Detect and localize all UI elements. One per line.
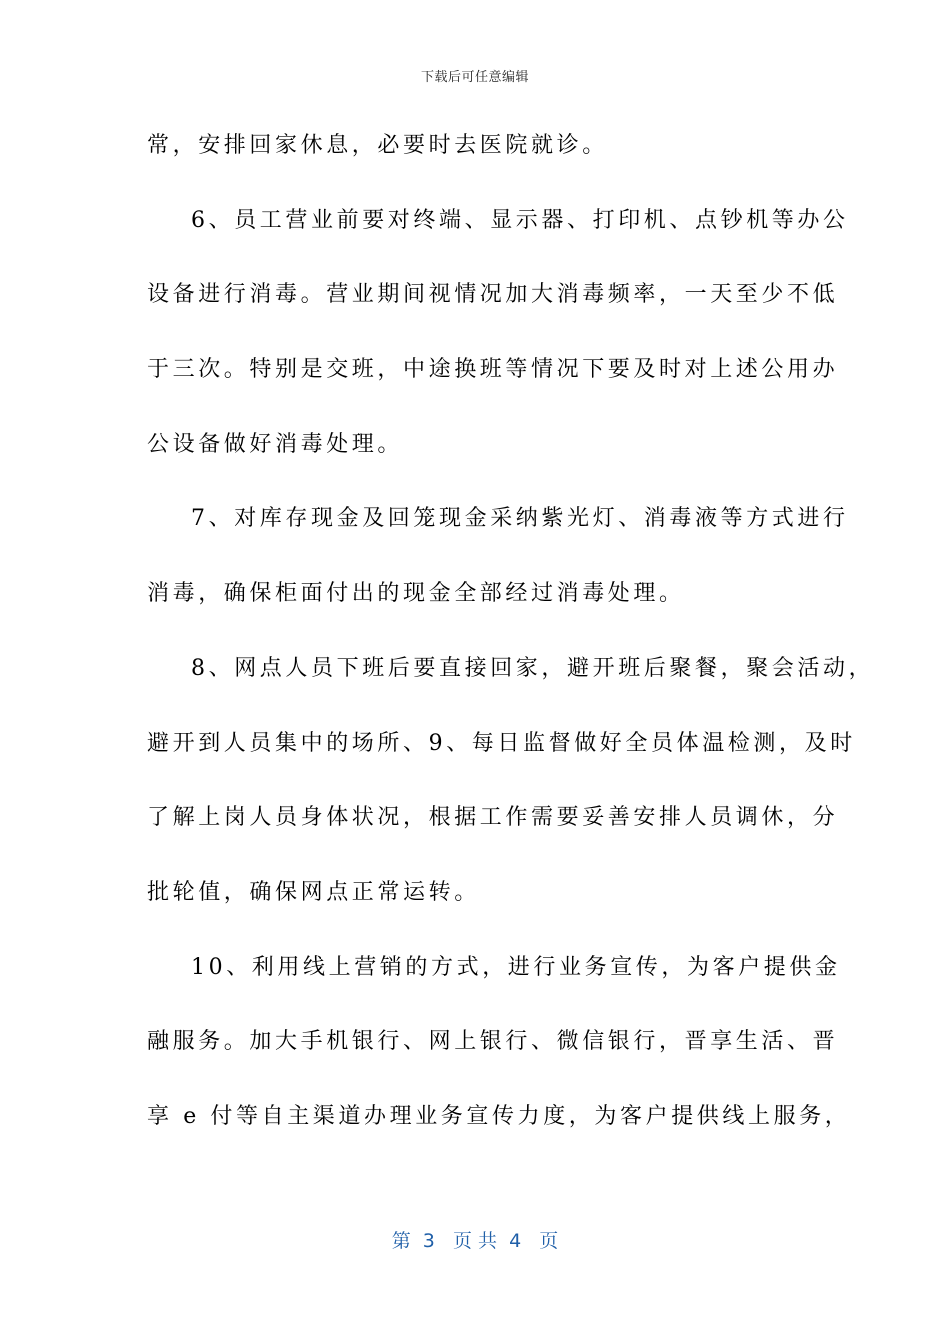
paragraph-line: 8、网点人员下班后要直接回家，避开班后聚餐，聚会活动， — [191, 655, 875, 681]
paragraph-line: 6、员工营业前要对终端、显示器、打印机、点钞机等办公 — [191, 207, 849, 233]
paragraph-line: 避开到人员集中的场所、9、每日监督做好全员体温检测，及时 — [147, 730, 856, 756]
paragraph-line: 10、利用线上营销的方式，进行业务宣传，为客户提供金 — [191, 954, 841, 980]
paragraph-line: 7、对库存现金及回笼现金采纳紫光灯、消毒液等方式进行 — [191, 506, 849, 532]
paragraph-line: 消毒，确保柜面付出的现金全部经过消毒处理。 — [147, 581, 685, 607]
paragraph-line: 于三次。特别是交班，中途换班等情况下要及时对上述公用办 — [147, 357, 839, 383]
paragraph-line: 批轮值，确保网点正常运转。 — [147, 879, 480, 905]
paragraph-line: 享 e 付等自主渠道办理业务宣传力度，为客户提供线上服务， — [147, 1103, 851, 1129]
paragraph-line: 常，安排回家休息，必要时去医院就诊。 — [147, 133, 608, 158]
page-number-footer: 第 3 页 共 4 页 — [391, 1230, 559, 1252]
header-note: 下载后可任意编辑 — [420, 70, 529, 85]
document-body — [147, 122, 875, 1168]
paragraph-line: 了解上岗人员身体状况，根据工作需要妥善安排人员调休，分 — [147, 805, 839, 831]
paragraph-line: 公设备做好消毒处理。 — [147, 431, 404, 457]
paragraph-line: 融服务。加大手机银行、网上银行、微信银行，晋享生活、晋 — [147, 1029, 839, 1055]
paragraph-line: 设备进行消毒。营业期间视情况加大消毒频率，一天至少不低 — [147, 282, 839, 308]
